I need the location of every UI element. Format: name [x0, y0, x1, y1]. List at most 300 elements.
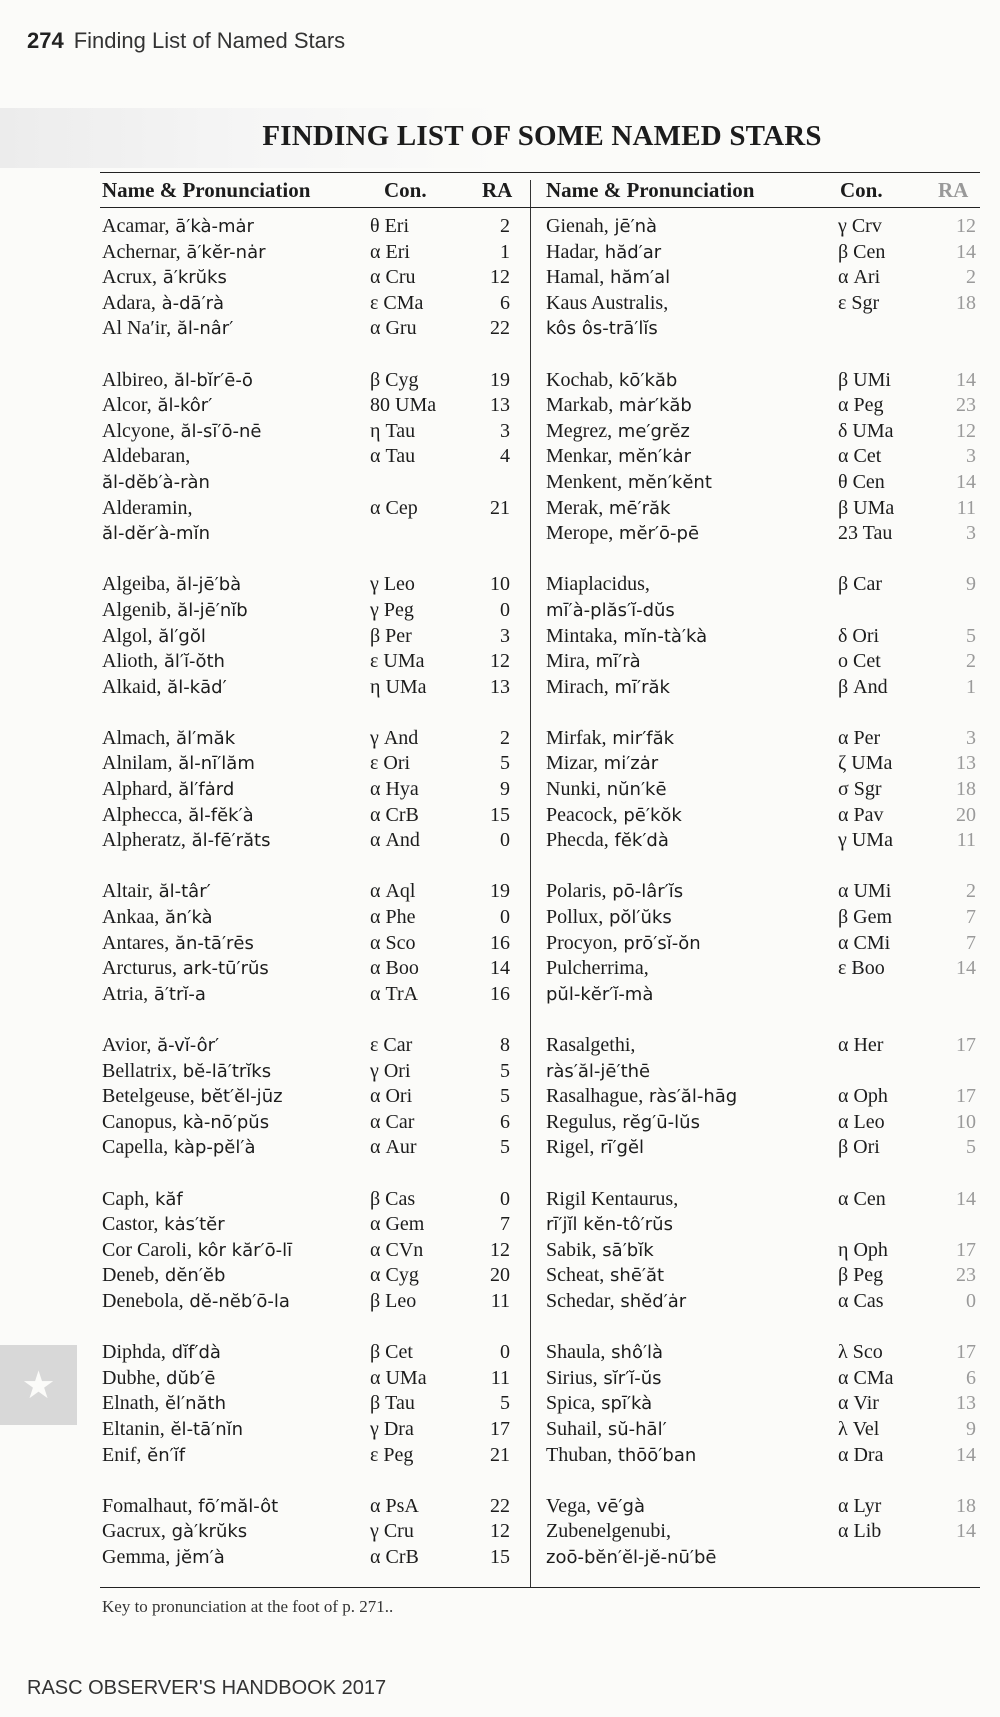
star-pronunciation: hăd′ar	[599, 241, 662, 263]
star-group	[546, 1033, 986, 1161]
star-constellation: β Cen	[838, 240, 886, 263]
star-pronunciation: ĕl-tā′nĭn	[164, 1418, 244, 1440]
star-name: Hadar,	[546, 240, 600, 263]
star-constellation: γ Crv	[838, 215, 882, 237]
star-name-cell	[102, 393, 212, 419]
star-pronunciation: gà′krŭks	[165, 1521, 248, 1543]
star-group	[102, 1187, 522, 1315]
star-ra: 3	[966, 726, 976, 749]
star-name: Deneb,	[102, 1264, 160, 1287]
star-ra: 11	[956, 829, 976, 852]
star-pronunciation: mȧr′kăb	[613, 395, 692, 417]
star-pronunciation: ăl-târ′	[152, 881, 211, 903]
star-constellation: ε Sgr	[838, 291, 880, 314]
star-name: Suhail,	[546, 1417, 603, 1440]
star-name-cell	[546, 1391, 652, 1417]
star-name: Almach,	[102, 726, 171, 749]
star-row	[546, 1033, 986, 1059]
star-name-cell	[546, 240, 661, 266]
star-name-cell	[546, 1110, 700, 1136]
star-row	[102, 879, 522, 905]
star-name-cell	[102, 521, 210, 547]
star-name: Fomalhaut,	[102, 1494, 193, 1517]
star-constellation: η Tau	[370, 419, 416, 442]
star-name: Procyon,	[546, 931, 618, 954]
star-name: Rigil Kentaurus,	[546, 1187, 679, 1210]
star-row	[102, 1135, 522, 1161]
star-row	[102, 905, 522, 931]
star-name: Regulus,	[546, 1110, 617, 1133]
star-name: Arcturus,	[102, 957, 177, 980]
star-name-cell	[546, 1135, 644, 1161]
star-name-cell	[102, 598, 248, 624]
star-name-cell	[546, 905, 672, 931]
star-name-cell	[102, 1545, 225, 1571]
star-constellation: β Ori	[838, 1136, 880, 1159]
star-constellation: α Sco	[370, 931, 416, 954]
star-name-cell	[546, 1238, 654, 1264]
star-ra: 17	[956, 1341, 976, 1364]
star-pronunciation: vē′gà	[590, 1495, 645, 1517]
table-top-rule	[100, 172, 980, 173]
star-ra: 12	[490, 1238, 510, 1261]
star-ra: 12	[490, 1520, 510, 1543]
star-name: Cor Caroli,	[102, 1238, 192, 1261]
star-name: Alkaid,	[102, 675, 162, 698]
star-ra: 9	[500, 778, 510, 801]
star-name: Thuban,	[546, 1443, 613, 1466]
star-ra: 0	[500, 1187, 510, 1210]
star-name-cell	[102, 956, 269, 982]
star-ra: 20	[956, 803, 976, 826]
star-row	[102, 1366, 522, 1392]
star-name: Alcyone,	[102, 419, 175, 442]
star-group	[546, 1340, 986, 1468]
star-group	[546, 1494, 986, 1571]
star-name: Rasalhague,	[546, 1085, 644, 1108]
star-name-cell	[102, 265, 227, 291]
star-name-cell	[546, 751, 658, 777]
page-title: FINDING LIST OF SOME NAMED STARS	[262, 120, 822, 152]
star-ra: 13	[490, 675, 510, 698]
star-row	[546, 1391, 986, 1417]
star-row	[546, 1443, 986, 1469]
star-constellation: α CrB	[370, 1545, 419, 1568]
star-pronunciation: thōō′ban	[612, 1444, 697, 1466]
star-row	[102, 1289, 522, 1315]
star-row	[546, 879, 986, 905]
star-name: Dubhe,	[102, 1366, 161, 1389]
star-name-cell	[102, 751, 255, 777]
star-ra: 18	[956, 291, 976, 314]
star-row	[546, 1289, 986, 1315]
star-name: Shaula,	[546, 1341, 606, 1364]
star-row	[546, 1340, 986, 1366]
star-pronunciation: kȧs′tĕr	[158, 1214, 225, 1236]
star-pronunciation: ĕl′năth	[159, 1393, 227, 1415]
star-pronunciation: jē′nà	[608, 216, 658, 237]
star-ra: 17	[956, 1238, 976, 1261]
star-pronunciation: ăl-nī′lăm	[172, 753, 255, 775]
star-name: Alnilam,	[102, 752, 173, 775]
star-ra: 14	[956, 1443, 976, 1466]
star-name-cell	[546, 1033, 635, 1059]
star-pronunciation: fō′măl-ôt	[192, 1495, 279, 1517]
star-ra: 5	[500, 752, 510, 775]
star-name-cell	[102, 1417, 243, 1443]
star-name: Miaplacidus,	[546, 573, 650, 596]
star-row	[102, 1391, 522, 1417]
star-row	[546, 803, 986, 829]
star-name: Rigel,	[546, 1136, 595, 1159]
star-name-cell	[102, 803, 254, 829]
star-name: Altair,	[102, 880, 153, 903]
star-name-cell	[546, 444, 691, 470]
star-pronunciation: dĭf′dà	[165, 1342, 221, 1364]
star-ra: 3	[500, 624, 510, 647]
star-name: Spica,	[546, 1392, 596, 1415]
star-constellation: β Cet	[370, 1341, 413, 1364]
star-name: Merope,	[546, 522, 614, 545]
star-ra: 19	[490, 880, 510, 903]
star-name-cell	[546, 521, 699, 547]
star-name: Algeiba,	[102, 573, 171, 596]
star-pronunciation: kôr kăr′ō-lī	[192, 1239, 293, 1261]
star-name-cell	[102, 368, 253, 394]
star-ra: 13	[956, 1392, 976, 1415]
star-constellation: α Ori	[370, 1085, 413, 1108]
star-ra: 23	[956, 394, 976, 417]
star-pronunciation: mē′răk	[603, 497, 671, 519]
star-row	[546, 1417, 986, 1443]
star-name: Algol,	[102, 624, 153, 647]
star-name-cell	[546, 572, 650, 598]
star-ra: 20	[490, 1264, 510, 1287]
star-pronunciation: kăf	[149, 1188, 183, 1210]
table-bottom-rule	[100, 1587, 980, 1588]
star-name-cell	[546, 1084, 737, 1110]
star-pronunciation: mī′rà	[589, 651, 641, 673]
star-pronunciation: nŭn′kē	[601, 779, 667, 801]
star-ra: 14	[956, 368, 976, 391]
star-name: Megrez,	[546, 419, 613, 442]
star-pronunciation: mir′făk	[606, 727, 675, 749]
star-ra: 12	[956, 419, 976, 442]
star-constellation: α Peg	[838, 394, 884, 417]
star-pronunciation: ā′trĭ-a	[148, 983, 206, 1005]
star-name: Vega,	[546, 1494, 591, 1517]
star-name-cell	[102, 1366, 215, 1392]
star-name-cell	[102, 675, 227, 701]
star-row	[546, 1084, 986, 1110]
star-row	[102, 214, 522, 240]
star-row	[102, 444, 522, 470]
star-constellation: ε Boo	[838, 957, 885, 980]
star-ra: 0	[966, 1289, 976, 1312]
star-pronunciation: ăl-jē′bà	[170, 574, 242, 596]
star-name-cell	[546, 291, 668, 317]
left-con-header: Con.	[384, 178, 427, 202]
star-row	[546, 214, 986, 240]
star-constellation: α Phe	[370, 906, 416, 929]
star-row	[546, 393, 986, 419]
star-name: Alioth,	[102, 650, 159, 673]
star-ra: 0	[500, 1341, 510, 1364]
star-name-cell	[102, 726, 235, 752]
left-ra-header: RA	[482, 178, 513, 202]
star-name: Betelgeuse,	[102, 1085, 195, 1108]
star-name: Denebola,	[102, 1289, 184, 1312]
star-ra: 3	[966, 522, 976, 545]
star-name-cell	[102, 905, 213, 931]
star-row	[102, 598, 522, 624]
left-name-header: Name & Pronunciation	[102, 178, 311, 202]
star-row	[102, 521, 522, 547]
star-ra: 8	[500, 1034, 510, 1056]
star-constellation: 80 UMa	[370, 394, 437, 417]
star-name: Mizar,	[546, 752, 598, 775]
star-pronunciation: ăl-kôr′	[151, 395, 213, 417]
star-group	[546, 368, 986, 547]
star-ra: 14	[956, 1520, 976, 1543]
star-ra: 7	[966, 906, 976, 929]
star-constellation: α And	[370, 829, 420, 852]
star-ra: 15	[490, 1545, 510, 1568]
star-ra: 2	[500, 215, 510, 237]
star-ra: 9	[966, 1417, 976, 1440]
star-row	[546, 1059, 986, 1085]
star-row	[102, 1494, 522, 1520]
star-row	[102, 1417, 522, 1443]
star-row	[546, 1519, 986, 1545]
star-name-cell	[546, 265, 670, 291]
star-constellation: α Cet	[838, 445, 882, 468]
star-pronunciation: prō′sĭ-ŏn	[617, 932, 701, 954]
star-pronunciation: zoō-bĕn′ĕl-jĕ-nū′bē	[546, 1546, 717, 1568]
star-row	[102, 1110, 522, 1136]
star-ra: 3	[500, 419, 510, 442]
star-row	[546, 751, 986, 777]
right-name-header: Name & Pronunciation	[546, 178, 755, 202]
right-ra-header: RA	[938, 178, 969, 202]
page-number: 274	[27, 28, 64, 53]
star-name-cell	[546, 598, 675, 624]
star-name-cell	[102, 1135, 256, 1161]
star-name-cell	[546, 777, 667, 803]
star-group	[546, 214, 986, 342]
star-constellation: δ UMa	[838, 419, 894, 442]
star-name-cell	[102, 777, 234, 803]
star-pronunciation: ăl-kād′	[161, 676, 227, 698]
star-row	[102, 777, 522, 803]
star-pronunciation: dŭb′ē	[160, 1367, 216, 1389]
star-ra: 6	[500, 1110, 510, 1133]
star-ra: 6	[966, 1366, 976, 1389]
star-row	[102, 1519, 522, 1545]
star-constellation: α TrA	[370, 982, 419, 1005]
star-constellation: ε Car	[370, 1034, 413, 1056]
star-name-cell	[546, 1417, 667, 1443]
star-ra: 12	[490, 650, 510, 673]
star-ra: 10	[490, 573, 510, 596]
star-name: Mirach,	[546, 675, 609, 698]
star-name-cell	[546, 1545, 717, 1571]
star-row	[546, 624, 986, 650]
star-name-cell	[546, 214, 657, 240]
star-group	[102, 1494, 522, 1571]
star-ra: 5	[500, 1136, 510, 1159]
star-constellation: β Tau	[370, 1392, 415, 1415]
star-ra: 0	[500, 829, 510, 852]
star-constellation: α Oph	[838, 1085, 888, 1108]
star-name: Sabik,	[546, 1238, 597, 1261]
star-ra: 3	[966, 445, 976, 468]
star-group	[546, 726, 986, 854]
star-name: Achernar,	[102, 240, 181, 263]
star-pronunciation: kà-nō′pŭs	[177, 1111, 270, 1133]
header-rule	[100, 207, 980, 208]
star-ra: 14	[956, 470, 976, 493]
star-group	[546, 879, 986, 1007]
star-name-cell	[546, 1494, 645, 1520]
star-pronunciation: ăn′kà	[159, 907, 213, 929]
star-name-cell	[546, 419, 690, 445]
star-pronunciation: pŏl′ŭks	[603, 907, 672, 929]
star-constellation: β Leo	[370, 1289, 417, 1312]
star-row	[102, 1059, 522, 1085]
star-pronunciation: mĕn′kĕnt	[622, 471, 712, 493]
star-constellation: γ Dra	[370, 1417, 414, 1440]
star-constellation: γ Cru	[370, 1520, 414, 1543]
star-name: Acrux,	[102, 266, 157, 289]
star-name: Diphda,	[102, 1341, 166, 1364]
star-pronunciation: hăm′al	[604, 267, 671, 289]
star-constellation: α CMa	[838, 1366, 894, 1389]
star-pronunciation: à-dā′rà	[155, 292, 225, 314]
star-name-cell	[102, 291, 224, 317]
star-row	[546, 496, 986, 522]
star-constellation: β Per	[370, 624, 412, 647]
star-constellation: α PsA	[370, 1494, 419, 1517]
star-row	[546, 931, 986, 957]
star-pronunciation: kôs ôs-trā′lĭs	[546, 318, 658, 340]
star-constellation: α Cas	[838, 1289, 884, 1312]
star-name-cell	[102, 1187, 183, 1213]
star-constellation: λ Sco	[838, 1341, 883, 1364]
star-name-cell	[546, 1366, 662, 1392]
star-name-cell	[102, 1391, 226, 1417]
star-constellation: θ Cen	[838, 470, 885, 493]
star-name-cell	[546, 828, 669, 854]
star-constellation: α UMi	[838, 880, 892, 903]
star-name: Gienah,	[546, 215, 609, 237]
star-name-cell	[102, 624, 206, 650]
star-pronunciation: ăl-bĭr′ē-ō	[168, 369, 253, 391]
star-icon: ★	[21, 1363, 56, 1407]
star-ra: 2	[966, 266, 976, 289]
star-name-cell	[546, 982, 653, 1008]
star-ra: 21	[490, 1443, 510, 1466]
star-constellation: α Gem	[370, 1213, 425, 1236]
star-ra: 5	[500, 1085, 510, 1108]
star-pronunciation: ăl-jē′nĭb	[171, 599, 248, 621]
star-row	[102, 265, 522, 291]
star-ra: 0	[500, 906, 510, 929]
star-constellation: α CVn	[370, 1238, 424, 1261]
star-pronunciation: ràs′ăl-jē′thē	[546, 1060, 651, 1082]
star-ra: 4	[500, 445, 510, 468]
star-name-cell	[102, 1263, 225, 1289]
star-ra: 22	[490, 317, 510, 340]
star-name-cell	[546, 1212, 673, 1238]
star-name-cell	[546, 1443, 696, 1469]
right-con-header: Con.	[840, 178, 883, 202]
star-name-cell	[102, 496, 193, 522]
star-ra: 11	[956, 496, 976, 519]
star-pronunciation: fĕk′dà	[608, 830, 669, 852]
star-group	[102, 368, 522, 547]
star-row	[546, 1366, 986, 1392]
star-row	[546, 240, 986, 266]
star-name-cell	[102, 1340, 221, 1366]
star-constellation: α Aql	[370, 880, 416, 903]
star-row	[546, 1187, 986, 1213]
star-row	[102, 1443, 522, 1469]
star-ra: 23	[956, 1264, 976, 1287]
star-pronunciation: ăl-sī′ō-nē	[174, 420, 262, 442]
star-name-cell	[546, 931, 701, 957]
star-row	[546, 316, 986, 342]
running-header	[27, 28, 345, 54]
star-ra: 11	[490, 1366, 510, 1389]
star-name-cell	[102, 1033, 219, 1059]
star-constellation: β And	[838, 675, 888, 698]
star-name-cell	[546, 956, 649, 982]
star-name: Menkent,	[546, 470, 623, 493]
star-constellation: α Cen	[838, 1187, 886, 1210]
star-pronunciation: mi′zȧr	[597, 753, 659, 775]
star-name: Ankaa,	[102, 906, 160, 929]
star-name-cell	[102, 1494, 278, 1520]
star-pronunciation: ăl-fĕk′à	[182, 804, 254, 826]
star-row	[102, 1084, 522, 1110]
right-star-column	[546, 214, 986, 1596]
star-pronunciation: shĕd′ȧr	[614, 1290, 687, 1312]
star-name: Avior,	[102, 1034, 152, 1056]
star-row	[102, 1263, 522, 1289]
star-name: Albireo,	[102, 368, 169, 391]
star-name-cell	[102, 982, 206, 1008]
star-row	[102, 624, 522, 650]
star-name-cell	[102, 470, 210, 496]
star-constellation: α Boo	[370, 957, 419, 980]
star-name: Canopus,	[102, 1110, 177, 1133]
star-ra: 16	[490, 931, 510, 954]
star-ra: 5	[966, 1136, 976, 1159]
star-pronunciation: me′grĕz	[612, 420, 690, 442]
star-constellation: γ UMa	[838, 829, 893, 852]
star-ra: 16	[490, 982, 510, 1005]
star-pronunciation: ăl′măk	[170, 727, 236, 749]
star-name-cell	[102, 879, 211, 905]
star-constellation: α Lib	[838, 1520, 882, 1543]
star-pronunciation: ā′kĕr-nȧr	[180, 241, 266, 263]
star-name-cell	[546, 1263, 664, 1289]
star-constellation: α Leo	[838, 1110, 885, 1133]
star-name-cell	[102, 572, 241, 598]
star-pronunciation: spī′kà	[595, 1393, 653, 1415]
star-ra: 12	[490, 266, 510, 289]
